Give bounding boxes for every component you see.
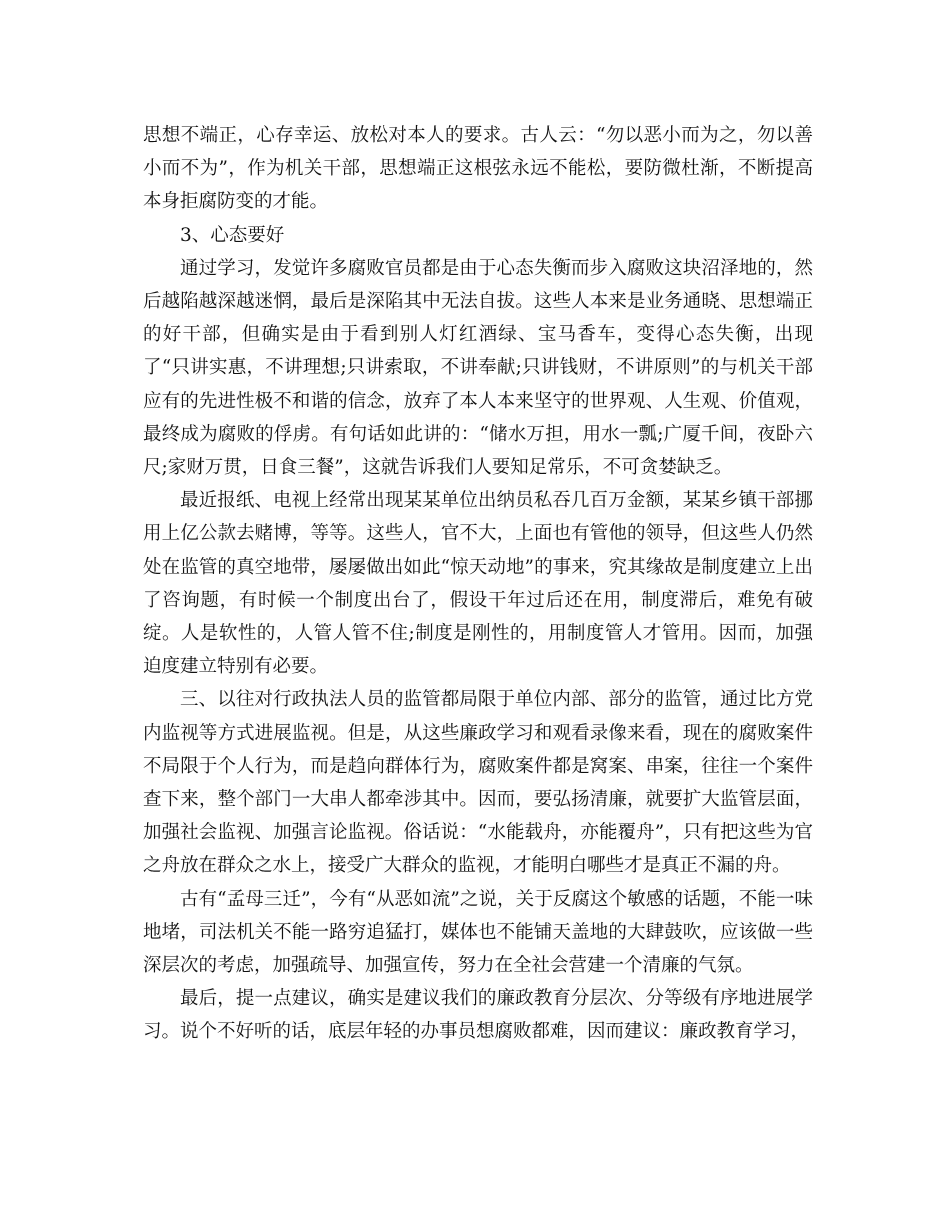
paragraph-3: 通过学习，发觉许多腐败官员都是由于心态失衡而步入腐败这块沼泽地的，然后越陷越深越迷惘，最后是深陷其中无法自拔。这些人本来是业务通晓、思想端正的好干部，但确实是由于看到别人灯红酒绿、宝马香车，变得心态失衡，出现了“只讲实惠，不讲理想;只讲索取，不讲奉献;只讲钱财，不讲原则”的与机关干部应有的先进性极不和谐的信念，放弃了本人本来坚守的世界观、人生观、价值观，最终成为腐败的俘虏。有句话如此讲的：“储水万担，用水一瓢;广厦千间，夜卧六尺;家财万贯，日食三餐”，这就告诉我们人要知足常乐，不可贪婪缺乏。	[143, 257, 813, 479]
document-page	[143, 119, 813, 1049]
paragraph-6: 古有“孟母三迁”，今有“从恶如流”之说，关于反腐这个敏感的话题，不能一味地堵，司法机关不能一路穷追猛打，媒体也不能铺天盖地的大肆鼓吹，应该做一些深层次的考虑，加强疏导、加强宣传，努力在全社会营建一个清廉的气氛。	[143, 888, 813, 977]
paragraph-4: 最近报纸、电视上经常出现某某单位出纳员私吞几百万金额，某某乡镇干部挪用上亿公款去赌博，等等。这些人，官不大，上面也有管他的领导，但这些人仍然处在监管的真空地带，屡屡做出如此“惊天动地”的事来，究其缘故是制度建立上出了咨询题，有时候一个制度出台了，假设干年过后还在用，制度滞后，难免有破绽。人是软性的，人管人管不住;制度是刚性的，用制度管人才管用。因而，加强迫度建立特别有必要。	[143, 490, 813, 678]
paragraph-7: 最后，提一点建议，确实是建议我们的廉政教育分层次、分等级有序地进展学习。说个不好听的话，底层年轻的办事员想腐败都难，因而建议：廉政教育学习，	[143, 988, 813, 1043]
paragraph-1: 思想不端正，心存幸运、放松对本人的要求。古人云：“勿以恶小而为之，勿以善小而不为”，作为机关干部，思想端正这根弦永远不能松，要防微杜渐，不断提高本身拒腐防变的才能。	[143, 125, 813, 213]
section-heading-mindset: 3、心态要好	[180, 224, 285, 246]
paragraph-5: 三、以往对行政执法人员的监管都局限于单位内部、部分的监管，通过比方党内监视等方式进展监视。但是，从这些廉政学习和观看录像来看，现在的腐败案件不局限于个人行为，而是趋向群体行为，腐败案件都是窝案、串案，往往一个案件查下来，整个部门一大串人都牵涉其中。因而，要弘扬清廉，就要扩大监管层面，加强社会监视、加强言论监视。俗话说：“水能载舟，亦能覆舟”，只有把这些为官之舟放在群众之水上，接受广大群众的监视，才能明白哪些才是真正不漏的舟。	[143, 689, 813, 877]
